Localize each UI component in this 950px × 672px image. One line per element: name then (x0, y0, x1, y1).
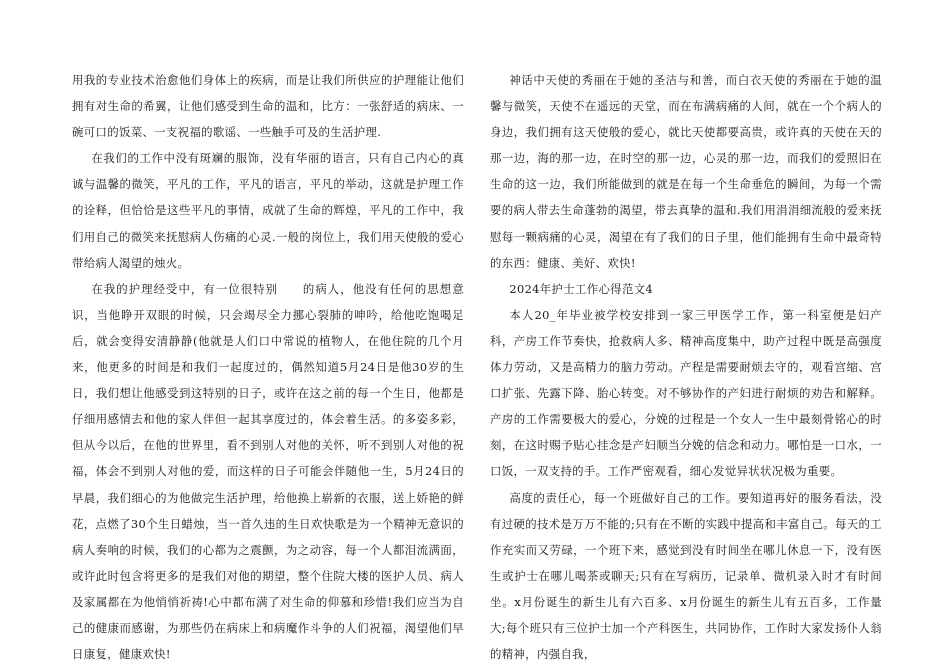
paragraph: 本人20_年毕业被学校安排到一家三甲医学工作，第一科室便是妇产科，产房工作节奏快，抢救病人多、精神高度集中，助产过程中既是高强度体力劳动，又是高精力的脑力劳动。产程是需要耐烦去守的，观看宫缩、宫口扩张、先露下降、胎心转变。对不够协作的产妇进行耐烦的劝告和解释。产房的工作需要极大的爱心，分娩的过程是一个女人一生中最刻骨铭心的时刻，在这时赐予贴心挂念是产妇顺当分娩的信念和动力。哪怕是一口水，一口饭，一双支持的手。工作严密观看，细心发觉异状状况极为重要。 (490, 307, 882, 479)
paragraph: 神话中天使的秀丽在于她的圣洁与和善，而白衣天使的秀丽在于她的温馨与微笑，天使不在遥远的天堂，而在布满病痛的人间，就在一个个病人的身边，我们拥有这天使般的爱心，就比天使都要高贵，或许真的天使在天的那一边，海的那一边，在时空的那一边，心灵的那一边，而我们的爱照旧在生命的这一边，我们所能做到的就是在每一个生命垂危的瞬间，为每一个需要的病人带去生命蓬勃的渴望，带去真挚的温和.我们用涓涓细流般的爱来抚慰每一颗病痛的心灵，渴望在有了我们的日子里，他们能拥有生命中最奇特的东西：健康、美好、欢快! (490, 73, 882, 270)
paragraph: 在我的护理经受中，有一位很特别 的病人，他没有任何的思想意识，当他睁开双眼的时候，只会竭尽全力挪心裂肺的呻吟，给他吃饱喝足后，就会变得安清静静(他就是人们口中常说的植物人，在他住院的几个月来，他更多的时间是和我们一起度过的，偶然知道5月24日是他30岁的生日，我们想让他感受到这特别的日子，或许在这之前的每一个生日，他都是仔细用感情去和他的家人伴但一起其享度过的，体会着生活。的多姿多彩，但从今以后，在他的世界里，看不到别人对他的关怀，听不到别人对他的祝福，体会不到别人对他的爱，而这样的日子可能会伴随他一生，5月24日的早晨，我们细心的为他做完生活护理，给他换上崭新的衣服，送上娇艳的鲜花，点燃了30个生日蜡烛，当一首久违的生日欢快歌是为一个精神无意识的病人奏响的时候，我们的心都为之震颤，为之动容，每一个人都泪流满面，或许此时包含将更多的是我们对他的期望，整个住院大楼的医护人员、病人及家属都在为他悄悄祈祷!心中都布满了对生命的仰慕和珍惜!我们应当为自己的健康而感谢，为那些仍在病床上和病魔作斗争的人们祝福，渴望他们早日康复，健康欢快! (72, 281, 464, 662)
section-heading: 2024年护士工作心得范文4 (509, 281, 654, 296)
right-column (490, 67, 882, 667)
left-column (72, 67, 464, 667)
paragraph: 高度的责任心，每一个班做好自己的工作。要知道再好的服务看法，没有过硬的技术是万万不能的;只有在不断的实践中提高和丰富自己。每天的工作充实而又劳碌，一个班下来，感觉到没有时间坐在哪儿休息一下，没有医生或护士在哪儿喝茶或聊天;只有在写病历，记录单、微机录入时才有时间坐。x月份诞生的新生儿有六百多、x月份诞生的新生儿有五百多，工作量大;每个班只有三位护士加一个产科医生，共同协作，工作时大家发扬仆人翁的精神，内强自我， (490, 490, 882, 662)
paragraph: 用我的专业技术治愈他们身体上的疾病，而是让我们所供应的护理能让他们拥有对生命的希翼，让他们感受到生命的温和，比方：一张舒适的病床、一碗可口的饭菜、一支祝福的歌谣、一些触手可及的生活护理. (72, 73, 464, 140)
paragraph: 在我们的工作中没有斑斓的服饰，没有华丽的语言，只有自己内心的真诚与温馨的微笑，平凡的工作，平凡的语言，平凡的举动，这就是护理工作的诠释，但恰恰是这些平凡的事情，成就了生命的辉煌，平凡的工作中，我们用自己的微笑来抚慰病人伤痛的心灵.一般的岗位上，我们用天使般的爱心带给病人渴望的烛火。 (72, 151, 464, 270)
